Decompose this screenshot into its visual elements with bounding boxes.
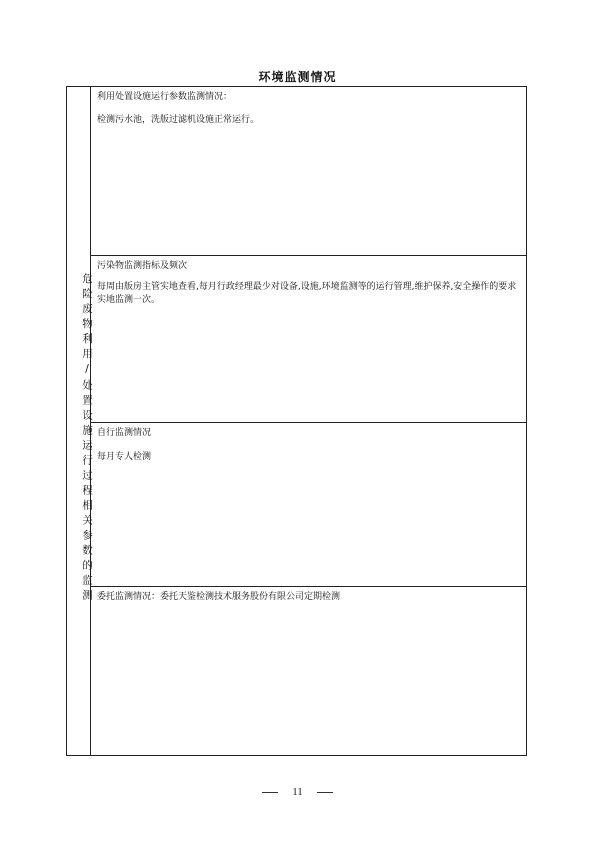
section-self-monitoring bbox=[91, 423, 526, 587]
side-label: 危险废物利用/处置设施运行过程相关参数的监测 bbox=[81, 273, 93, 605]
monitoring-table bbox=[66, 86, 527, 756]
page-footer bbox=[0, 786, 595, 798]
section-body: 检测污水池，洗版过滤机设施正常运行。 bbox=[97, 115, 260, 125]
section-operating-parameters bbox=[91, 87, 526, 256]
section-body: 每周由版房主管实地查看,每月行政经理最少对设备,设施,环境监测等的运行管理,维护保养,安全操作的要求实地监测一次。 bbox=[97, 282, 517, 305]
section-heading: 污染物监测指标及频次 bbox=[97, 261, 188, 271]
section-pollutant-indicators bbox=[91, 256, 526, 423]
page-number: 11 bbox=[292, 786, 303, 798]
footer-dash-left bbox=[262, 792, 278, 793]
page-title: 环境监测情况 bbox=[258, 70, 337, 84]
section-heading: 利用处置设施运行参数监测情况： bbox=[97, 92, 233, 102]
section-body: 每月专人检测 bbox=[97, 452, 152, 462]
section-heading: 自行监测情况 bbox=[97, 428, 152, 438]
side-label-column bbox=[67, 87, 91, 755]
section-entrusted-monitoring bbox=[91, 587, 526, 757]
section-heading: 委托监测情况：委托天鉴检测技术服务股份有限公司定期检测 bbox=[97, 592, 341, 602]
footer-dash-right bbox=[317, 792, 333, 793]
